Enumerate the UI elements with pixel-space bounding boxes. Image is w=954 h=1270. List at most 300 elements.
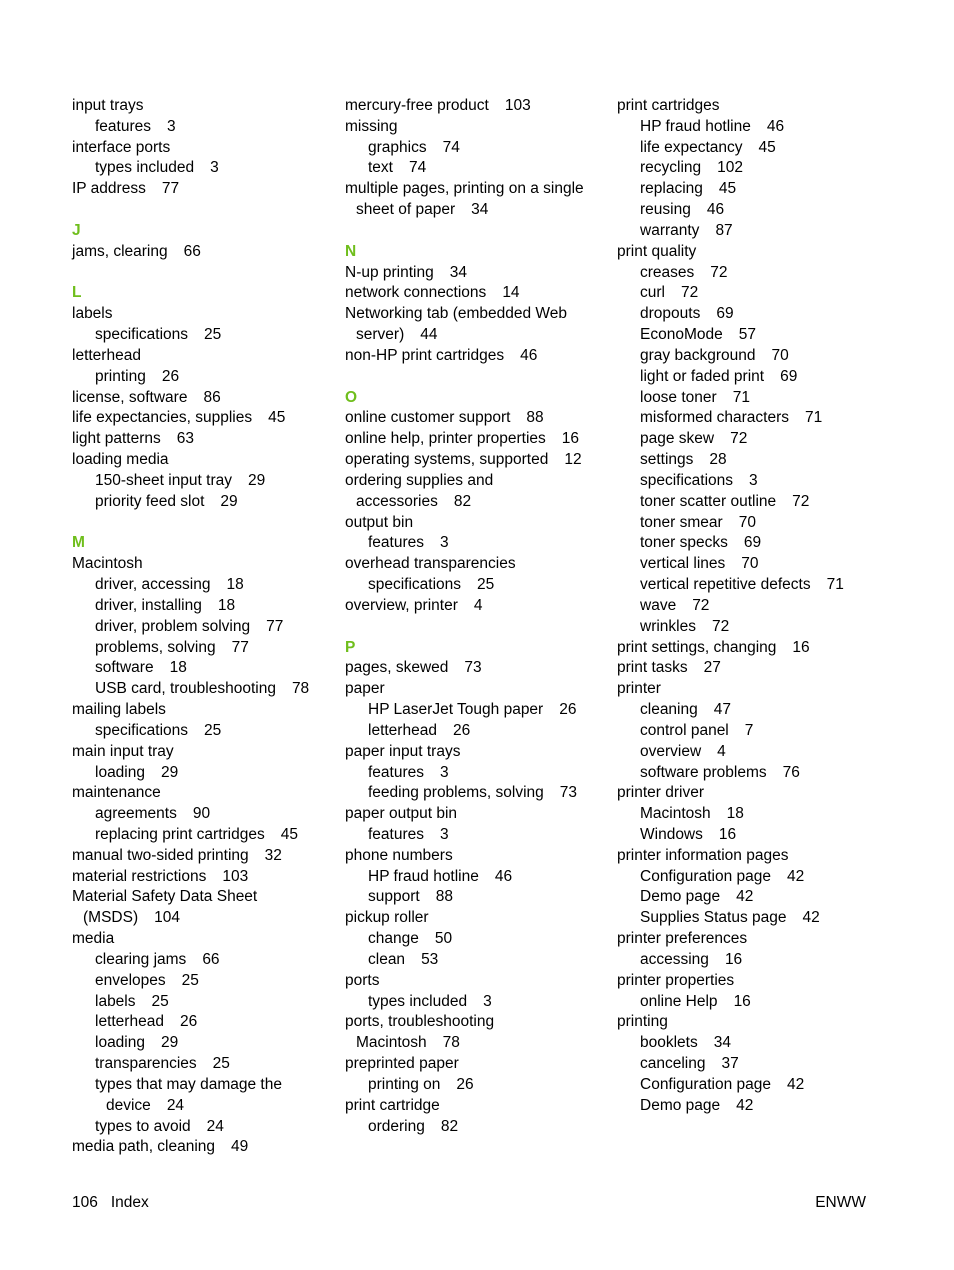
index-term: loading media bbox=[72, 451, 169, 469]
index-term: license, software bbox=[72, 388, 188, 406]
page-reference: 25 bbox=[181, 971, 199, 989]
page-reference: 3 bbox=[440, 825, 449, 843]
index-letter-heading: J bbox=[72, 221, 81, 239]
index-term: input trays bbox=[72, 97, 144, 114]
index-term: Material Safety Data Sheet bbox=[72, 888, 258, 906]
page-reference: 57 bbox=[738, 326, 756, 344]
index-subentry bbox=[72, 158, 334, 179]
index-term: driver, installing bbox=[95, 596, 202, 614]
index-subentry bbox=[345, 867, 607, 888]
index-term: text bbox=[368, 159, 393, 177]
page-reference: 76 bbox=[782, 763, 800, 781]
index-subentry bbox=[617, 908, 907, 929]
page-number: 106 bbox=[72, 1194, 98, 1211]
index-term: types to avoid bbox=[95, 1117, 191, 1135]
index-entry bbox=[72, 346, 334, 367]
index-term: printer properties bbox=[617, 971, 735, 989]
index-subentry bbox=[617, 763, 907, 784]
index-subentry bbox=[617, 221, 907, 242]
page-reference: 29 bbox=[161, 1034, 179, 1052]
index-term: pickup roller bbox=[345, 909, 429, 927]
index-subentry bbox=[72, 638, 334, 659]
page-reference: 42 bbox=[736, 1096, 754, 1114]
section-spacer bbox=[72, 513, 334, 534]
index-entry bbox=[617, 96, 907, 117]
index-term: life expectancy bbox=[640, 138, 743, 156]
index-entry bbox=[72, 929, 334, 950]
index-subentry bbox=[72, 471, 334, 492]
index-subentry bbox=[72, 804, 334, 825]
index-column-1 bbox=[72, 96, 334, 1158]
index-entry bbox=[72, 138, 334, 159]
page-reference: 45 bbox=[268, 409, 286, 427]
index-entry bbox=[72, 554, 334, 575]
page-reference: 70 bbox=[738, 513, 756, 531]
index-letter-heading: O bbox=[345, 388, 358, 406]
index-term: HP fraud hotline bbox=[368, 867, 479, 885]
page-reference: 82 bbox=[453, 492, 472, 510]
page-reference: 45 bbox=[718, 180, 737, 198]
index-entry bbox=[617, 658, 907, 679]
page-reference: 66 bbox=[183, 242, 201, 260]
page-reference: 25 bbox=[151, 992, 169, 1010]
index-term: gray background bbox=[640, 346, 756, 364]
index-term: phone numbers bbox=[345, 846, 453, 864]
index-entry bbox=[72, 887, 334, 908]
index-subentry bbox=[72, 1033, 334, 1054]
page-reference: 34 bbox=[713, 1034, 731, 1052]
index-term: letterhead bbox=[368, 721, 437, 739]
index-term: paper bbox=[345, 680, 385, 698]
index-term: printer preferences bbox=[617, 930, 748, 948]
index-term: mercury-free product bbox=[345, 97, 489, 114]
index-subentry bbox=[345, 992, 607, 1013]
page-reference: 3 bbox=[210, 159, 219, 177]
page-reference: 46 bbox=[520, 346, 538, 364]
page-reference: 28 bbox=[709, 451, 727, 469]
index-term: material restrictions bbox=[72, 867, 207, 885]
page-reference: 42 bbox=[787, 867, 805, 885]
index-subentry bbox=[617, 554, 907, 575]
index-subentry bbox=[345, 158, 607, 179]
page-reference: 73 bbox=[559, 784, 578, 802]
index-entry bbox=[617, 846, 907, 867]
page-reference: 26 bbox=[452, 721, 471, 739]
index-term: maintenance bbox=[72, 784, 161, 802]
section-spacer bbox=[72, 200, 334, 221]
page-reference: 74 bbox=[442, 138, 460, 156]
index-subentry bbox=[617, 742, 907, 763]
page-reference: 3 bbox=[440, 763, 449, 781]
index-entry bbox=[345, 1096, 607, 1117]
index-entry bbox=[72, 304, 334, 325]
index-term: online help, printer properties bbox=[345, 430, 546, 448]
page-reference: 18 bbox=[169, 659, 187, 677]
page-reference: 72 bbox=[710, 263, 728, 281]
index-term: N-up printing bbox=[345, 263, 434, 281]
page-reference: 4 bbox=[717, 742, 726, 760]
index-term: media bbox=[72, 930, 115, 948]
index-subentry bbox=[72, 679, 334, 700]
index-subentry bbox=[617, 1096, 907, 1117]
index-term: vertical repetitive defects bbox=[640, 576, 811, 594]
index-subentry bbox=[617, 408, 907, 429]
index-term: toner specks bbox=[640, 534, 728, 552]
index-subentry bbox=[345, 533, 607, 554]
index-subentry bbox=[617, 513, 907, 534]
index-term: Configuration page bbox=[640, 1075, 771, 1093]
index-term: sheet of paper bbox=[356, 201, 456, 219]
index-term: priority feed slot bbox=[95, 492, 205, 510]
page-reference: 25 bbox=[204, 326, 222, 344]
index-term: replacing print cartridges bbox=[95, 825, 265, 843]
index-subentry bbox=[617, 596, 907, 617]
index-subentry bbox=[345, 138, 607, 159]
page-reference: 26 bbox=[179, 1013, 198, 1031]
index-subentry bbox=[617, 346, 907, 367]
index-entry bbox=[345, 804, 607, 825]
page-reference: 88 bbox=[435, 888, 453, 906]
index-subentry bbox=[617, 263, 907, 284]
index-entry bbox=[345, 1012, 607, 1033]
index-term: Supplies Status page bbox=[640, 909, 787, 927]
page-reference: 72 bbox=[680, 284, 699, 302]
index-subentry bbox=[72, 1117, 334, 1138]
index-subentry bbox=[72, 721, 334, 742]
index-term: booklets bbox=[640, 1034, 698, 1052]
page-reference: 16 bbox=[733, 992, 751, 1010]
index-subentry bbox=[72, 971, 334, 992]
index-term: agreements bbox=[95, 805, 177, 823]
index-term: preprinted paper bbox=[345, 1055, 459, 1073]
page-reference: 42 bbox=[736, 888, 754, 906]
page-reference: 27 bbox=[703, 659, 721, 677]
page-reference: 25 bbox=[204, 721, 222, 739]
page-reference: 26 bbox=[559, 701, 577, 719]
index-term: letterhead bbox=[72, 346, 141, 364]
page-reference: 45 bbox=[280, 825, 298, 843]
index-term: printing bbox=[617, 1013, 668, 1031]
index-letter-heading: L bbox=[72, 284, 82, 302]
page-reference: 18 bbox=[226, 576, 244, 594]
index-entry bbox=[345, 742, 607, 763]
index-term: missing bbox=[345, 117, 398, 135]
page-reference: 12 bbox=[564, 451, 582, 469]
index-entry-continuation bbox=[72, 908, 334, 929]
index-term: features bbox=[95, 117, 152, 135]
index-subentry bbox=[72, 763, 334, 784]
index-term: light or faded print bbox=[640, 367, 765, 385]
index-term: ports bbox=[345, 971, 380, 989]
index-entry bbox=[617, 1012, 907, 1033]
index-subentry bbox=[617, 700, 907, 721]
index-subentry bbox=[617, 492, 907, 513]
index-subentry bbox=[617, 575, 907, 596]
index-subentry bbox=[72, 1054, 334, 1075]
index-entry bbox=[617, 929, 907, 950]
index-subentry bbox=[72, 617, 334, 638]
index-subentry bbox=[617, 804, 907, 825]
index-term: clean bbox=[368, 950, 406, 968]
index-term: print cartridge bbox=[345, 1096, 440, 1114]
index-entry bbox=[345, 679, 607, 700]
section-spacer bbox=[345, 617, 607, 638]
index-term: features bbox=[368, 825, 425, 843]
page-reference: 16 bbox=[792, 638, 810, 656]
page-reference: 3 bbox=[167, 117, 176, 135]
index-term: printer driver bbox=[617, 784, 704, 802]
page-reference: 72 bbox=[692, 596, 710, 614]
index-subentry bbox=[345, 783, 607, 804]
index-subentry bbox=[617, 117, 907, 138]
section-spacer bbox=[345, 221, 607, 242]
page-reference: 24 bbox=[166, 1096, 185, 1114]
index-term: problems, solving bbox=[95, 638, 216, 656]
index-entry bbox=[617, 783, 907, 804]
page-reference: 14 bbox=[502, 284, 520, 302]
index-letter-heading: M bbox=[72, 534, 85, 552]
page-reference: 104 bbox=[154, 909, 180, 927]
index-subentry bbox=[617, 1075, 907, 1096]
index-term: accessories bbox=[356, 492, 438, 510]
index-term: loading bbox=[95, 1034, 145, 1052]
index-term: server) bbox=[356, 326, 405, 344]
page-reference: 73 bbox=[464, 659, 482, 677]
index-term: print cartridges bbox=[617, 97, 720, 114]
index-subentry bbox=[617, 283, 907, 304]
page-reference: 34 bbox=[471, 201, 489, 219]
index-term: printing bbox=[95, 367, 146, 385]
index-subentry bbox=[72, 492, 334, 513]
page-reference: 44 bbox=[420, 326, 438, 344]
index-subentry bbox=[345, 825, 607, 846]
page-reference: 47 bbox=[713, 701, 731, 719]
index-entry bbox=[72, 783, 334, 804]
index-entry bbox=[345, 1054, 607, 1075]
page-reference: 102 bbox=[717, 159, 744, 177]
index-subentry bbox=[345, 1117, 607, 1138]
index-entry bbox=[345, 908, 607, 929]
index-subentry bbox=[617, 1033, 907, 1054]
index-term: printer information pages bbox=[617, 846, 789, 864]
footer-left bbox=[72, 1193, 149, 1213]
index-term: overview, printer bbox=[345, 596, 458, 614]
index-subentry bbox=[72, 117, 334, 138]
index-term: reusing bbox=[640, 201, 691, 219]
index-term: network connections bbox=[345, 284, 487, 302]
index-subentry bbox=[617, 200, 907, 221]
index-term: features bbox=[368, 534, 425, 552]
page-reference: 53 bbox=[421, 950, 439, 968]
index-subentry bbox=[72, 1096, 334, 1117]
index-subentry bbox=[617, 158, 907, 179]
index-subentry bbox=[617, 825, 907, 846]
page-reference: 7 bbox=[744, 721, 754, 739]
index-term: specifications bbox=[95, 721, 189, 739]
page-reference: 16 bbox=[561, 430, 580, 448]
index-term: manual two-sided printing bbox=[72, 846, 249, 864]
index-term: feeding problems, solving bbox=[368, 784, 544, 802]
index-subentry bbox=[345, 763, 607, 784]
page-reference: 50 bbox=[434, 930, 453, 948]
index-term: overhead transparencies bbox=[345, 555, 516, 573]
page-reference: 3 bbox=[483, 992, 492, 1010]
index-term: light patterns bbox=[72, 430, 161, 448]
index-term: Demo page bbox=[640, 888, 721, 906]
index-entry-continuation bbox=[345, 492, 607, 513]
index-term: operating systems, supported bbox=[345, 451, 549, 469]
index-entry bbox=[72, 179, 334, 200]
index-entry bbox=[617, 638, 907, 659]
index-subentry bbox=[72, 825, 334, 846]
index-entry bbox=[72, 96, 334, 117]
index-entry bbox=[345, 971, 607, 992]
index-entry-continuation bbox=[345, 1033, 607, 1054]
index-entry bbox=[345, 346, 607, 367]
index-entry-continuation bbox=[345, 200, 607, 221]
index-subentry bbox=[617, 325, 907, 346]
page-reference: 34 bbox=[449, 263, 467, 281]
index-entry bbox=[345, 513, 607, 534]
page-reference: 78 bbox=[442, 1034, 460, 1052]
index-term: device bbox=[106, 1096, 151, 1114]
index-term: toner smear bbox=[640, 513, 723, 531]
page-reference: 71 bbox=[826, 576, 844, 594]
index-entry bbox=[72, 1137, 334, 1158]
index-entry bbox=[345, 554, 607, 575]
page-reference: 49 bbox=[231, 1138, 249, 1156]
index-term: online customer support bbox=[345, 409, 511, 427]
page-reference: 63 bbox=[176, 430, 194, 448]
page-reference: 29 bbox=[220, 492, 238, 510]
index-term: graphics bbox=[368, 138, 427, 156]
page-reference: 25 bbox=[212, 1055, 230, 1073]
page-reference: 42 bbox=[802, 909, 820, 927]
index-term: Macintosh bbox=[72, 555, 143, 573]
page-reference: 3 bbox=[440, 534, 449, 552]
index-entry bbox=[72, 429, 334, 450]
page-reference: 87 bbox=[715, 221, 733, 239]
index-subentry bbox=[617, 450, 907, 471]
section-title: Index bbox=[110, 1194, 149, 1211]
index-term: driver, problem solving bbox=[95, 617, 251, 635]
page-reference: 69 bbox=[780, 367, 798, 385]
index-term: Macintosh bbox=[356, 1034, 427, 1052]
section-spacer bbox=[345, 367, 607, 388]
index-term: mailing labels bbox=[72, 701, 166, 719]
page-reference: 88 bbox=[526, 409, 544, 427]
index-entry bbox=[345, 179, 607, 200]
index-entry bbox=[345, 96, 607, 117]
index-entry bbox=[72, 700, 334, 721]
index-term: canceling bbox=[640, 1055, 706, 1073]
index-term: wrinkles bbox=[640, 617, 696, 635]
index-entry bbox=[345, 117, 607, 138]
index-subentry bbox=[345, 1075, 607, 1096]
page-reference: 70 bbox=[771, 346, 789, 364]
index-entry bbox=[345, 304, 607, 325]
index-term: types that may damage the bbox=[95, 1075, 282, 1093]
page-reference: 86 bbox=[203, 388, 221, 406]
index-subentry bbox=[617, 304, 907, 325]
index-subentry bbox=[617, 367, 907, 388]
page-reference: 18 bbox=[217, 596, 236, 614]
index-term: printing on bbox=[368, 1075, 441, 1093]
index-subentry bbox=[617, 617, 907, 638]
index-column-2 bbox=[345, 96, 607, 1137]
index-term: envelopes bbox=[95, 971, 166, 989]
index-term: types included bbox=[95, 159, 195, 177]
page-reference: 66 bbox=[202, 950, 220, 968]
index-subentry bbox=[72, 1012, 334, 1033]
index-term: ordering supplies and bbox=[345, 471, 494, 489]
index-subentry bbox=[617, 179, 907, 200]
index-term: print tasks bbox=[617, 659, 688, 677]
index-subentry bbox=[345, 929, 607, 950]
index-letter-heading: N bbox=[345, 242, 357, 260]
page-reference: 29 bbox=[161, 763, 179, 781]
page-reference: 72 bbox=[730, 430, 748, 448]
index-subentry bbox=[345, 887, 607, 908]
index-entry bbox=[617, 242, 907, 263]
page-reference: 25 bbox=[477, 576, 495, 594]
index-subentry bbox=[72, 950, 334, 971]
page-reference: 69 bbox=[743, 534, 762, 552]
page-reference: 26 bbox=[161, 367, 180, 385]
index-subentry bbox=[345, 721, 607, 742]
index-entry-continuation bbox=[345, 325, 607, 346]
index-subentry bbox=[617, 138, 907, 159]
index-term: support bbox=[368, 888, 420, 906]
index-term: letterhead bbox=[95, 1013, 164, 1031]
index-term: transparencies bbox=[95, 1055, 197, 1073]
index-term: loading bbox=[95, 763, 145, 781]
page-reference: 46 bbox=[706, 201, 725, 219]
page-reference: 90 bbox=[192, 805, 211, 823]
index-subentry bbox=[72, 992, 334, 1013]
index-entry bbox=[617, 971, 907, 992]
page-reference: 69 bbox=[716, 305, 734, 323]
index-term: Windows bbox=[640, 825, 703, 843]
index-entry bbox=[72, 846, 334, 867]
index-subentry bbox=[345, 950, 607, 971]
page-reference: 77 bbox=[266, 617, 284, 635]
index-term: creases bbox=[640, 263, 695, 281]
index-subentry bbox=[617, 533, 907, 554]
index-term: change bbox=[368, 930, 419, 948]
index-term: multiple pages, printing on a single bbox=[345, 180, 584, 198]
index-term: output bin bbox=[345, 513, 414, 531]
index-term: warranty bbox=[640, 221, 700, 239]
page-reference: 24 bbox=[206, 1117, 224, 1135]
index-term: Demo page bbox=[640, 1096, 721, 1114]
index-subentry bbox=[345, 575, 607, 596]
page-reference: 4 bbox=[473, 596, 483, 614]
index-subentry bbox=[617, 950, 907, 971]
page-reference: 71 bbox=[805, 409, 823, 427]
index-term: control panel bbox=[640, 721, 729, 739]
index-subentry bbox=[617, 471, 907, 492]
index-term: page skew bbox=[640, 430, 715, 448]
page-reference: 82 bbox=[440, 1117, 459, 1135]
index-term: misformed characters bbox=[640, 409, 790, 427]
index-subentry bbox=[617, 887, 907, 908]
page-reference: 77 bbox=[231, 638, 249, 656]
index-term: HP fraud hotline bbox=[640, 117, 751, 135]
page-reference: 72 bbox=[711, 617, 730, 635]
index-column-3 bbox=[617, 96, 907, 1117]
index-entry bbox=[345, 429, 607, 450]
